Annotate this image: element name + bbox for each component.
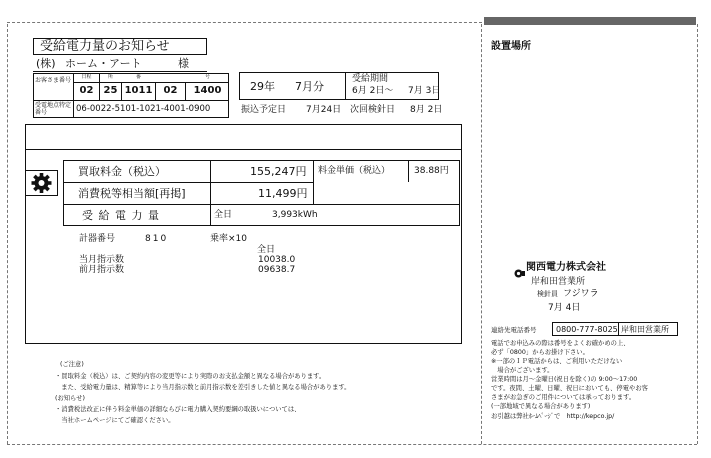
current-reading: 10038.0 [258,255,296,265]
period-end: 7月 3日 [408,86,441,96]
gear-icon [26,171,57,195]
previous-reading-label: 前月指示数 [79,265,125,275]
transfer-label: 振込予定日 [241,105,287,115]
amount-row-label: 受 給 電 力 量 [82,209,160,222]
period-year: 29年 [250,80,275,93]
note-line: (お知らせ) [55,395,85,402]
next-check-label: 次回検針日 [350,105,396,115]
company-name: 関西電力株式会社 [526,262,606,273]
customer-no-cell: 02 [163,85,178,96]
inspector-label: 検針員 [537,290,558,298]
visit-date: 7月 4日 [548,303,581,313]
all-day-label: 全日 [257,245,276,255]
energy-prefix: 全日 [214,210,233,220]
contact-office: 岸和田営業所 [621,325,669,334]
customer-no-cell: 25 [103,85,118,96]
energy-value: 3,993kWh [272,210,318,220]
info-line: です。夜間、土曜、日曜、祝日においても、停電やお客 [491,385,648,392]
customer-no-cell: 1011 [124,85,153,96]
current-reading-label: 当月指示数 [79,255,125,265]
customer-no-header: 号 [204,74,210,80]
point-no-label: 受電地点特定番号 [35,102,72,116]
customer-no-cell: 02 [79,85,94,96]
amount-row-label: 消費税等相当額[再掲] [78,187,186,200]
meter-no: 810 [145,234,169,244]
panel-divider [481,24,482,444]
info-line: 必ず「0800」からお掛け下さい。 [491,349,589,356]
customer-no-header: 所 [107,74,113,80]
perforation-bottom [7,444,697,445]
contact-label: 連絡先電話番号 [491,326,537,334]
gear-icon-box [25,170,58,196]
customer-suffix: 様 [178,57,189,70]
customer-no-header: 日程 [81,74,92,80]
amount-row-value: 11,499円 [258,187,308,200]
next-check-date: 8月 2日 [410,105,443,115]
website-line: お引越は弊社ﾎｰﾑﾍﾟｰｼﾞで http://kepco.jp/ [491,413,615,420]
office-name: 岸和田営業所 [531,277,586,287]
period-month: 7月分 [295,80,324,93]
customer-prefix: (株) [36,57,56,70]
note-line: ・消費税法改正に伴う料金単価の詳細ならびに電力購入契約要綱の取扱いについては、 [55,406,301,413]
unit-price-label: 料金単価（税込） [318,166,391,176]
inspector-name: フジワラ [563,289,599,299]
name-underline [33,71,207,72]
info-line: (一部地域で異なる場合があります) [491,403,591,410]
notes-heading: (ご注意) [60,361,84,368]
info-line: 場合がございます。 [491,367,554,374]
installation-location-label: 設置場所 [491,41,531,52]
perforation-right [697,24,698,444]
customer-name: ホーム・アート [65,57,142,70]
note-line: 当社ホームページにてご確認ください。 [55,417,175,424]
unit-price-value: 38.88円 [414,166,449,176]
meter-label: 計器番号 [79,234,116,244]
info-line: 電話でお申込みの際は番号をよくお確かめの上、 [491,340,630,347]
info-line: さまがお急ぎのご用件については承っております。 [491,394,636,401]
perforation-left [7,24,8,444]
contact-phone: 0800-777-8025 [556,325,618,334]
customer-no-label: お客さま番号 [35,77,72,84]
info-line: ※一部のＩＰ電話からは、ご利用いただけない [491,358,623,365]
multiplier: 乗率×10 [210,234,247,244]
note-line: また、受給電力量は、精算等により当月指示数と前月指示数を差引きした値と異なる場合があります。 [55,384,351,391]
top-dark-strip [484,17,696,25]
period-start: 6月 2日～ [352,86,394,96]
transfer-date: 7月24日 [306,105,342,115]
customer-no-header: 番 [135,74,141,80]
amount-row-label: 買取料金（税込） [78,165,166,178]
previous-reading: 09638.7 [258,265,296,275]
perforation-top [7,22,482,23]
note-line: ・買取料金（税込）は、ご契約内容の変更等により実際のお支払金額と異なる場合があります。 [55,373,326,380]
amount-row-value: 155,247円 [250,165,307,178]
company-logo-icon [514,263,525,272]
point-no-value: 06-0022-5101-1021-4001-0900 [76,104,211,114]
info-line: 営業時間は月～金曜日(祝日を除く)の 9:00～17:00 [491,376,638,383]
notice-title: 受給電力量のお知らせ [40,39,170,54]
period-label: 受給期間 [352,74,389,84]
customer-no-cell: 1400 [193,85,222,96]
